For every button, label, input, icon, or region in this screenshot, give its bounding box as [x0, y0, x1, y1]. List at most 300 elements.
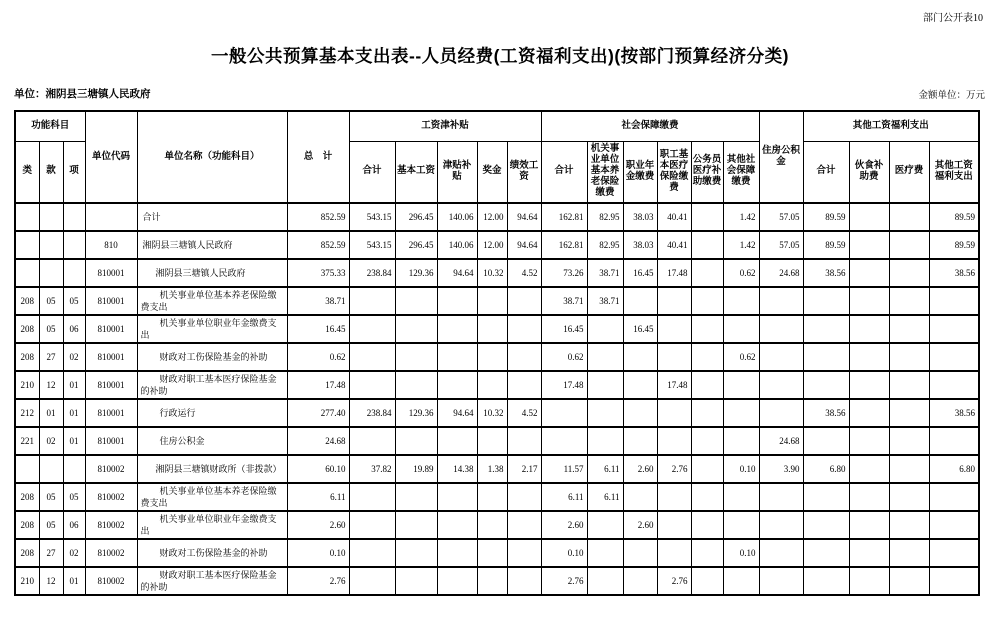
doc-label: 部门公开表10	[923, 13, 983, 24]
cell-bonus	[477, 511, 507, 539]
header-other-total: 合计	[803, 141, 849, 203]
header-unit-code: 单位代码	[85, 111, 137, 203]
cell-housing-fund: 24.68	[759, 427, 803, 455]
cell-unit-name: 湘阴县三塘镇财政所（非拨款）	[137, 455, 287, 483]
cell-pension	[587, 371, 623, 399]
cell-medical-insurance	[657, 287, 691, 315]
cell-other-social: 1.42	[723, 203, 759, 231]
cell-total: 852.59	[287, 231, 349, 259]
cell-class-code: 208	[15, 287, 39, 315]
cell-other-social	[723, 315, 759, 343]
cell-basic-wage: 19.89	[395, 455, 437, 483]
cell-wage-total: 238.84	[349, 259, 395, 287]
cell-bonus	[477, 427, 507, 455]
cell-civil-servant-medical	[691, 343, 723, 371]
cell-meal-subsidy	[849, 315, 889, 343]
cell-medical-insurance	[657, 511, 691, 539]
cell-pension	[587, 567, 623, 595]
cell-item-code	[63, 231, 85, 259]
cell-other-total: 38.56	[803, 399, 849, 427]
cell-medical-fee	[889, 343, 929, 371]
header-func-subject: 功能科目	[15, 111, 85, 141]
cell-bonus	[477, 539, 507, 567]
cell-pension	[587, 315, 623, 343]
header-basic-wage: 基本工资	[395, 141, 437, 203]
header-housing-fund: 住房公积金	[759, 111, 803, 203]
header-class: 类	[15, 141, 39, 203]
table-row	[15, 539, 979, 567]
cell-wage-total: 543.15	[349, 231, 395, 259]
cell-wage-total: 37.82	[349, 455, 395, 483]
cell-meal-subsidy	[849, 231, 889, 259]
cell-item-code	[63, 203, 85, 231]
cell-social-total: 162.81	[541, 231, 587, 259]
cell-performance-wage	[507, 567, 541, 595]
header-meal-subsidy: 伙食补助费	[849, 141, 889, 203]
table-row	[15, 343, 979, 371]
cell-pension: 82.95	[587, 203, 623, 231]
cell-medical-insurance: 40.41	[657, 203, 691, 231]
cell-bonus	[477, 315, 507, 343]
cell-class-code: 208	[15, 343, 39, 371]
header-performance-wage: 绩效工资	[507, 141, 541, 203]
cell-other-total	[803, 483, 849, 511]
cell-pension: 82.95	[587, 231, 623, 259]
cell-social-total: 17.48	[541, 371, 587, 399]
cell-medical-insurance: 17.48	[657, 371, 691, 399]
cell-civil-servant-medical	[691, 427, 723, 455]
cell-bonus	[477, 567, 507, 595]
cell-other-total: 38.56	[803, 259, 849, 287]
cell-other-total	[803, 315, 849, 343]
header-unit-name: 单位名称（功能科目）	[137, 111, 287, 203]
cell-other-welfare	[929, 287, 979, 315]
cell-medical-insurance: 17.48	[657, 259, 691, 287]
cell-total: 277.40	[287, 399, 349, 427]
cell-class-code: 221	[15, 427, 39, 455]
cell-civil-servant-medical	[691, 259, 723, 287]
cell-other-total	[803, 427, 849, 455]
cell-performance-wage	[507, 539, 541, 567]
cell-social-total: 11.57	[541, 455, 587, 483]
cell-unit-name: 财政对工伤保险基金的补助	[137, 343, 287, 371]
cell-total: 2.76	[287, 567, 349, 595]
cell-class-code	[15, 231, 39, 259]
cell-total: 38.71	[287, 287, 349, 315]
cell-other-total	[803, 539, 849, 567]
cell-annuity	[623, 567, 657, 595]
cell-housing-fund	[759, 371, 803, 399]
cell-bonus	[477, 371, 507, 399]
cell-allowance	[437, 567, 477, 595]
header-pension: 机关事业单位基本养老保险缴费	[587, 141, 623, 203]
cell-medical-fee	[889, 427, 929, 455]
cell-section-code: 05	[39, 315, 63, 343]
cell-item-code: 01	[63, 371, 85, 399]
cell-unit-name: 住房公积金	[137, 427, 287, 455]
cell-other-welfare	[929, 511, 979, 539]
cell-basic-wage: 129.36	[395, 399, 437, 427]
cell-other-social	[723, 399, 759, 427]
cell-allowance	[437, 343, 477, 371]
cell-other-total	[803, 287, 849, 315]
cell-basic-wage	[395, 287, 437, 315]
header-section: 款	[39, 141, 63, 203]
cell-wage-total	[349, 287, 395, 315]
cell-other-welfare	[929, 343, 979, 371]
cell-unit-code: 810001	[85, 315, 137, 343]
cell-annuity	[623, 343, 657, 371]
cell-bonus: 10.32	[477, 259, 507, 287]
cell-wage-total	[349, 427, 395, 455]
cell-performance-wage	[507, 511, 541, 539]
cell-civil-servant-medical	[691, 399, 723, 427]
cell-annuity: 16.45	[623, 315, 657, 343]
cell-annuity	[623, 483, 657, 511]
cell-medical-insurance: 2.76	[657, 567, 691, 595]
table-body	[15, 203, 979, 595]
cell-section-code: 02	[39, 427, 63, 455]
cell-unit-code: 810001	[85, 343, 137, 371]
cell-housing-fund: 57.05	[759, 231, 803, 259]
budget-table	[14, 110, 980, 596]
amount-unit-label: 金额单位：万元	[918, 91, 985, 101]
cell-allowance	[437, 287, 477, 315]
cell-item-code: 01	[63, 567, 85, 595]
header-other-group: 其他工资福利支出	[803, 111, 979, 141]
cell-other-welfare	[929, 371, 979, 399]
cell-item-code: 05	[63, 483, 85, 511]
cell-unit-code	[85, 203, 137, 231]
cell-meal-subsidy	[849, 455, 889, 483]
cell-class-code	[15, 203, 39, 231]
cell-item-code: 01	[63, 427, 85, 455]
cell-unit-code: 810001	[85, 427, 137, 455]
cell-annuity	[623, 371, 657, 399]
header-other-social: 其他社会保障缴费	[723, 141, 759, 203]
cell-other-total: 6.80	[803, 455, 849, 483]
cell-class-code: 210	[15, 371, 39, 399]
cell-performance-wage	[507, 427, 541, 455]
header-allowance: 津贴补贴	[437, 141, 477, 203]
cell-annuity	[623, 287, 657, 315]
cell-bonus	[477, 287, 507, 315]
cell-civil-servant-medical	[691, 315, 723, 343]
cell-other-social: 0.10	[723, 455, 759, 483]
cell-medical-insurance	[657, 427, 691, 455]
cell-total: 6.11	[287, 483, 349, 511]
cell-annuity: 38.03	[623, 203, 657, 231]
cell-medical-fee	[889, 455, 929, 483]
cell-housing-fund	[759, 287, 803, 315]
cell-other-welfare: 6.80	[929, 455, 979, 483]
cell-annuity: 2.60	[623, 455, 657, 483]
cell-other-welfare	[929, 567, 979, 595]
table-row	[15, 483, 979, 511]
cell-basic-wage	[395, 427, 437, 455]
cell-other-social: 0.62	[723, 343, 759, 371]
cell-other-total	[803, 567, 849, 595]
cell-social-total: 0.62	[541, 343, 587, 371]
cell-other-social	[723, 371, 759, 399]
cell-other-social: 1.42	[723, 231, 759, 259]
table-row	[15, 203, 979, 231]
cell-medical-fee	[889, 399, 929, 427]
unit-label: 单位：湘阴县三塘镇人民政府	[14, 88, 151, 100]
cell-housing-fund: 57.05	[759, 203, 803, 231]
cell-medical-insurance	[657, 343, 691, 371]
cell-total: 17.48	[287, 371, 349, 399]
cell-class-code: 208	[15, 539, 39, 567]
cell-wage-total: 238.84	[349, 399, 395, 427]
cell-other-social	[723, 567, 759, 595]
cell-housing-fund: 3.90	[759, 455, 803, 483]
cell-pension: 6.11	[587, 483, 623, 511]
cell-allowance	[437, 315, 477, 343]
header-other-welfare: 其他工资福利支出	[929, 141, 979, 203]
cell-other-total	[803, 371, 849, 399]
cell-allowance: 140.06	[437, 231, 477, 259]
header-medical-fee: 医疗费	[889, 141, 929, 203]
table-row	[15, 567, 979, 595]
cell-other-social	[723, 511, 759, 539]
cell-unit-name: 湘阴县三塘镇人民政府	[137, 231, 287, 259]
cell-other-social: 0.62	[723, 259, 759, 287]
cell-basic-wage	[395, 483, 437, 511]
cell-section-code: 05	[39, 483, 63, 511]
cell-civil-servant-medical	[691, 203, 723, 231]
cell-total: 2.60	[287, 511, 349, 539]
cell-unit-code: 810002	[85, 455, 137, 483]
cell-medical-insurance	[657, 483, 691, 511]
cell-bonus: 1.38	[477, 455, 507, 483]
cell-unit-name: 财政对职工基本医疗保险基金的补助	[137, 371, 287, 399]
cell-performance-wage: 4.52	[507, 399, 541, 427]
cell-other-welfare	[929, 483, 979, 511]
table-row	[15, 511, 979, 539]
cell-section-code	[39, 231, 63, 259]
cell-section-code: 12	[39, 567, 63, 595]
cell-meal-subsidy	[849, 371, 889, 399]
cell-meal-subsidy	[849, 203, 889, 231]
cell-section-code: 05	[39, 511, 63, 539]
cell-medical-fee	[889, 203, 929, 231]
cell-civil-servant-medical	[691, 371, 723, 399]
header-wage-group: 工资津补贴	[349, 111, 541, 141]
cell-annuity	[623, 399, 657, 427]
cell-civil-servant-medical	[691, 231, 723, 259]
cell-medical-insurance	[657, 539, 691, 567]
cell-item-code: 06	[63, 511, 85, 539]
cell-other-social	[723, 483, 759, 511]
cell-wage-total	[349, 315, 395, 343]
table-header	[15, 111, 979, 203]
table-row	[15, 427, 979, 455]
cell-basic-wage	[395, 315, 437, 343]
cell-item-code: 05	[63, 287, 85, 315]
cell-unit-code: 810002	[85, 567, 137, 595]
cell-section-code: 27	[39, 539, 63, 567]
cell-class-code: 212	[15, 399, 39, 427]
cell-medical-fee	[889, 483, 929, 511]
cell-civil-servant-medical	[691, 287, 723, 315]
cell-item-code: 01	[63, 399, 85, 427]
cell-unit-name: 合计	[137, 203, 287, 231]
cell-meal-subsidy	[849, 483, 889, 511]
cell-medical-fee	[889, 567, 929, 595]
cell-wage-total	[349, 511, 395, 539]
cell-performance-wage	[507, 371, 541, 399]
cell-social-total: 6.11	[541, 483, 587, 511]
cell-section-code	[39, 259, 63, 287]
cell-total: 0.10	[287, 539, 349, 567]
header-wage-total: 合计	[349, 141, 395, 203]
cell-other-welfare	[929, 427, 979, 455]
cell-basic-wage: 296.45	[395, 231, 437, 259]
cell-basic-wage	[395, 371, 437, 399]
cell-civil-servant-medical	[691, 567, 723, 595]
cell-unit-name: 机关事业单位职业年金缴费支出	[137, 511, 287, 539]
cell-total: 60.10	[287, 455, 349, 483]
cell-civil-servant-medical	[691, 455, 723, 483]
cell-meal-subsidy	[849, 287, 889, 315]
cell-medical-insurance	[657, 399, 691, 427]
cell-class-code	[15, 455, 39, 483]
cell-section-code: 12	[39, 371, 63, 399]
cell-basic-wage: 129.36	[395, 259, 437, 287]
cell-unit-code: 810001	[85, 287, 137, 315]
cell-wage-total	[349, 371, 395, 399]
cell-social-total: 2.76	[541, 567, 587, 595]
cell-unit-name: 财政对职工基本医疗保险基金的补助	[137, 567, 287, 595]
cell-social-total: 38.71	[541, 287, 587, 315]
cell-other-total	[803, 511, 849, 539]
cell-allowance	[437, 427, 477, 455]
table-row	[15, 287, 979, 315]
cell-unit-code: 810002	[85, 483, 137, 511]
table-row	[15, 399, 979, 427]
page-title: 一般公共预算基本支出表--人员经费(工资福利支出)(按部门预算经济分类)	[211, 46, 789, 66]
cell-unit-name: 机关事业单位职业年金缴费支出	[137, 315, 287, 343]
table-row	[15, 259, 979, 287]
cell-medical-insurance	[657, 315, 691, 343]
cell-other-welfare: 38.56	[929, 399, 979, 427]
cell-housing-fund	[759, 511, 803, 539]
cell-unit-name: 机关事业单位基本养老保险缴费支出	[137, 287, 287, 315]
header-annuity: 职业年金缴费	[623, 141, 657, 203]
cell-wage-total	[349, 483, 395, 511]
cell-medical-fee	[889, 539, 929, 567]
cell-annuity	[623, 427, 657, 455]
cell-medical-fee	[889, 511, 929, 539]
cell-allowance	[437, 483, 477, 511]
cell-other-total: 89.59	[803, 231, 849, 259]
cell-annuity: 16.45	[623, 259, 657, 287]
cell-bonus: 10.32	[477, 399, 507, 427]
cell-annuity	[623, 539, 657, 567]
cell-total: 0.62	[287, 343, 349, 371]
cell-medical-fee	[889, 231, 929, 259]
cell-unit-code: 810002	[85, 539, 137, 567]
cell-section-code	[39, 455, 63, 483]
cell-social-total: 2.60	[541, 511, 587, 539]
cell-other-social	[723, 287, 759, 315]
cell-class-code: 208	[15, 315, 39, 343]
cell-other-total	[803, 343, 849, 371]
cell-class-code: 210	[15, 567, 39, 595]
cell-meal-subsidy	[849, 399, 889, 427]
cell-unit-code: 810002	[85, 511, 137, 539]
cell-other-total: 89.59	[803, 203, 849, 231]
header-social-total: 合计	[541, 141, 587, 203]
cell-pension: 6.11	[587, 455, 623, 483]
cell-bonus: 12.00	[477, 203, 507, 231]
cell-allowance: 94.64	[437, 399, 477, 427]
cell-item-code: 06	[63, 315, 85, 343]
cell-social-total: 162.81	[541, 203, 587, 231]
cell-meal-subsidy	[849, 259, 889, 287]
cell-performance-wage	[507, 287, 541, 315]
cell-social-total	[541, 427, 587, 455]
meta-row	[14, 86, 985, 101]
cell-housing-fund	[759, 539, 803, 567]
cell-performance-wage: 2.17	[507, 455, 541, 483]
cell-medical-fee	[889, 259, 929, 287]
cell-bonus	[477, 483, 507, 511]
cell-social-total	[541, 399, 587, 427]
cell-total: 16.45	[287, 315, 349, 343]
cell-social-total: 16.45	[541, 315, 587, 343]
cell-performance-wage: 4.52	[507, 259, 541, 287]
cell-unit-code: 810001	[85, 259, 137, 287]
cell-unit-name: 行政运行	[137, 399, 287, 427]
cell-other-welfare: 38.56	[929, 259, 979, 287]
cell-performance-wage	[507, 315, 541, 343]
cell-meal-subsidy	[849, 511, 889, 539]
cell-allowance: 140.06	[437, 203, 477, 231]
cell-housing-fund	[759, 399, 803, 427]
cell-social-total: 73.26	[541, 259, 587, 287]
cell-annuity: 38.03	[623, 231, 657, 259]
cell-basic-wage	[395, 511, 437, 539]
header-group-row	[15, 111, 979, 141]
cell-allowance	[437, 511, 477, 539]
cell-item-code: 02	[63, 539, 85, 567]
cell-bonus	[477, 343, 507, 371]
cell-civil-servant-medical	[691, 539, 723, 567]
cell-total: 24.68	[287, 427, 349, 455]
cell-other-welfare	[929, 539, 979, 567]
cell-unit-code: 810001	[85, 399, 137, 427]
cell-civil-servant-medical	[691, 483, 723, 511]
cell-section-code: 01	[39, 399, 63, 427]
cell-meal-subsidy	[849, 567, 889, 595]
cell-pension: 38.71	[587, 259, 623, 287]
cell-medical-fee	[889, 371, 929, 399]
cell-pension	[587, 399, 623, 427]
cell-basic-wage: 296.45	[395, 203, 437, 231]
cell-meal-subsidy	[849, 343, 889, 371]
cell-item-code	[63, 455, 85, 483]
cell-performance-wage: 94.64	[507, 203, 541, 231]
cell-allowance: 14.38	[437, 455, 477, 483]
cell-basic-wage	[395, 343, 437, 371]
cell-pension	[587, 539, 623, 567]
cell-unit-name: 财政对工伤保险基金的补助	[137, 539, 287, 567]
cell-item-code: 02	[63, 343, 85, 371]
cell-housing-fund	[759, 343, 803, 371]
cell-other-social	[723, 427, 759, 455]
